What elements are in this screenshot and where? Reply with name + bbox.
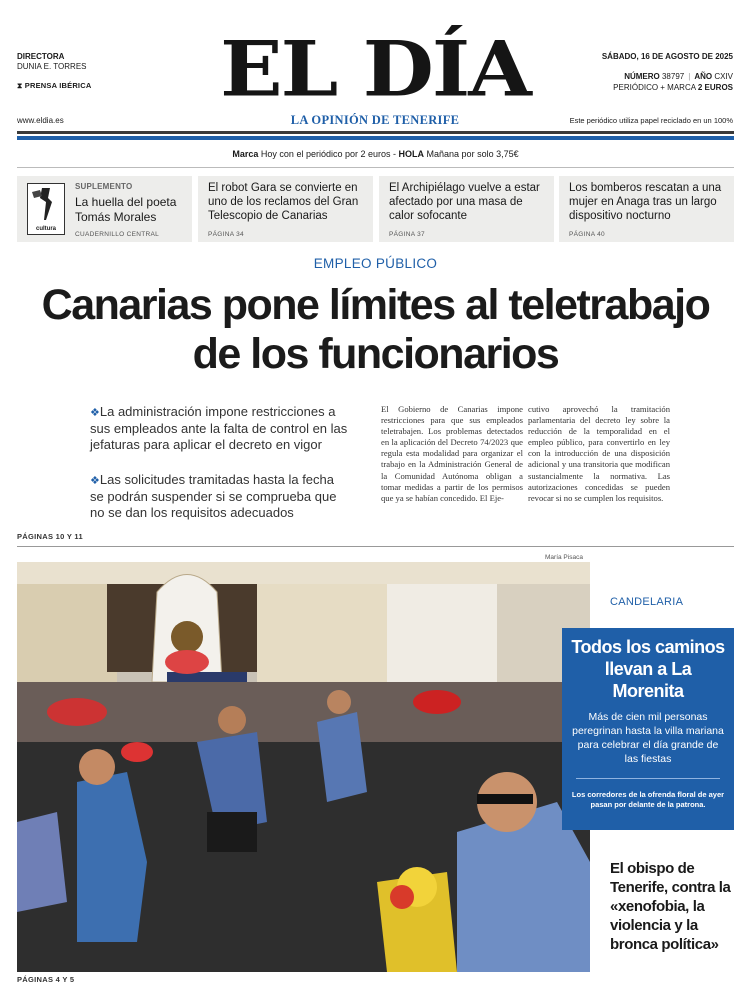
teaser-page: CUADERNILLO CENTRAL [75,231,160,238]
teaser-calor[interactable] [379,176,554,242]
feature-kicker: CANDELARIA [610,596,684,608]
quill-icon [28,184,64,224]
masthead-blue-rule [17,136,734,140]
number-label: NÚMERO [624,72,660,81]
director-name: DUNIA E. TORRES [17,62,87,71]
website-link[interactable]: www.eldia.es [17,116,64,125]
promo-rule [17,167,734,168]
publisher-group [17,81,91,91]
recycled-note: Este periódico utiliza papel reciclado en un 100% [569,116,733,125]
teaser-title: El robot Gara se convierte en uno de los reclamos del Gran Telescopio de Canarias [208,182,359,222]
director-block [17,52,87,72]
side-headline[interactable]: El obispo de Tenerife, contra la «xenofobia, la violencia y la bronca política» [610,860,731,953]
teaser-page: PÁGINA 34 [208,231,244,238]
feature-body: Más de cien mil personas peregrinan hasta la villa mariana para celebrar el día grande de las fiestas [572,711,724,765]
lead-body-column-2: cutivo aprovechó la tramitación parlamentaria del decreto ley sobre la reducción de la temporalidad en el empleo público, para convertirlo en ley con la introducción de una disposición adicional y una transitoria que modifican sustancialmente la normativa. Las autorizaciones concedidas se pueden revocar si no se cumplen los requisitos. [528,404,670,503]
newspaper-logo: EL DÍA [220,25,530,114]
bullet-text: Las solicitudes tramitadas hasta la fecha se podrán suspender si se comprueba que no se dan los requisitos adecuados [90,472,337,520]
bullet-text: La administración impone restricciones a sus empleados ante la falta de control en las jefaturas para aplicar el decreto en vigor [90,404,348,452]
lead-kicker: EMPLEO PÚBLICO [313,256,438,271]
lead-pages: PÁGINAS 10 Y 11 [17,532,83,541]
issue-info: NÚMERO 38797 | AÑO CXIV PERIÓDICO + MARCA 2 EUROS [613,72,733,92]
teaser-bomberos[interactable] [559,176,734,242]
promo-bar[interactable] [17,149,734,159]
promo-brand-hola: HOLA [398,149,425,159]
tagline: LA OPINIÓN DE TENERIFE [290,113,460,127]
lead-headline[interactable]: Canarias pone límites al teletrabajo de los funcionarios [41,281,710,378]
price-line: PERIÓDICO + MARCA [613,83,696,92]
cultura-label: cultura [35,226,56,232]
diamond-bullet-icon: ❖ [90,407,100,419]
photo-credit: María Pisaca [545,554,583,561]
teaser-label: SUPLEMENTO [75,182,133,191]
teaser-page: PÁGINA 37 [389,231,425,238]
promo-text-1: Hoy con el periódico por 2 euros - [260,149,396,159]
year-label: AÑO [694,72,713,81]
diamond-bullet-icon: ❖ [90,475,100,487]
promo-text-2: Mañana por solo 3,75€ [426,149,519,159]
issue-number: 38797 [661,72,685,81]
masthead-rule [17,131,734,134]
teaser-title: Los bomberos rescatan a una mujer en Anaga tras un largo dispositivo nocturno [569,182,722,222]
teaser-title: El Archipiélago vuelve a estar afectado por una masa de calor sofocante [389,182,540,222]
promo-brand-marca: Marca [232,149,259,159]
teaser-supplement[interactable] [17,176,192,242]
teaser-robot-gara[interactable] [198,176,373,242]
lead-bullet-1 [90,404,350,453]
feature-box[interactable] [562,628,734,830]
publisher-icon: ⧗ [17,81,25,90]
feature-headline: Todos los caminos llevan a La Morenita [571,637,725,701]
teaser-page: PÁGINA 40 [569,231,605,238]
main-photo[interactable] [17,562,590,972]
section-rule [17,546,734,547]
lead-bullet-2 [90,472,350,521]
cultura-badge [27,183,65,235]
teaser-title: La huella del poeta Tomás Morales [75,195,177,224]
issue-date: SÁBADO, 16 DE AGOSTO DE 2025 [601,52,733,61]
publisher-name: PRENSA IBÉRICA [24,81,92,90]
pilgrimage-photo [17,562,590,972]
director-label: DIRECTORA [17,52,65,61]
feature-divider [576,778,720,779]
price: 2 EUROS [697,83,733,92]
photo-pages: PÁGINAS 4 Y 5 [17,975,75,984]
feature-caption: Los corredores de la ofrenda floral de ayer pasan por delante de la patrona. [571,790,725,809]
lead-body-column-1: El Gobierno de Canarias impone restricciones para que sus empleados teletrabajen. Los problemas detectados en la aplicación del Decreto 74/2023 que regula esta modalidad para organizar el trabajo en la Administración General de la Comunidad Autónoma obligan a tomar medidas a partir de los permisos que ya se habían concedido. El Eje- [381,404,523,503]
issue-year: CXIV [714,72,733,81]
